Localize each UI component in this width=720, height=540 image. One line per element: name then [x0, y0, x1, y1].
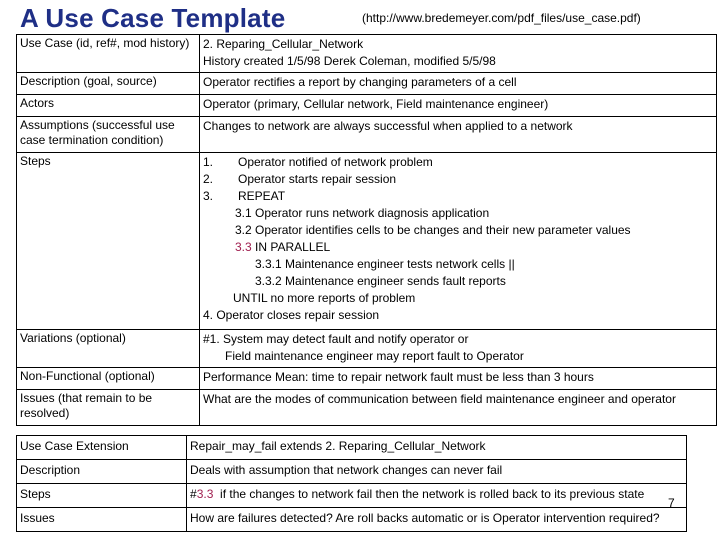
table-row [17, 95, 717, 117]
step-until: UNTIL no more reports of problem [233, 291, 416, 305]
actors-value: Operator (primary, Cellular network, Field maintenance engineer) [200, 95, 717, 117]
extension-steps-value: #3.3 if the changes to network fail then the network is rolled back to its previous state [187, 484, 687, 508]
table-row [17, 390, 717, 426]
steps-label: Steps [17, 153, 200, 330]
extension-issues-value: How are failures detected? Are roll backs automatic or is Operator intervention required? [187, 508, 687, 532]
table-row [17, 460, 687, 484]
table-row [17, 436, 687, 460]
table-row [17, 508, 687, 532]
issues-label: Issues (that remain to be resolved) [17, 390, 200, 426]
table-row [17, 35, 717, 73]
step-3: 3. REPEAT [203, 189, 286, 203]
variation-line-1: #1. System may detect fault and notify operator or [203, 332, 469, 346]
extension-description-label: Description [17, 460, 187, 484]
extension-table [16, 435, 687, 532]
variations-value [200, 330, 717, 368]
page-number: 7 [668, 496, 675, 510]
step-3-1: 3.1 Operator runs network diagnosis application [235, 206, 490, 220]
description-label: Description (goal, source) [17, 73, 200, 95]
table-row [17, 330, 717, 368]
non-functional-label: Non-Functional (optional) [17, 368, 200, 390]
use-case-label: Use Case (id, ref#, mod history) [17, 35, 200, 73]
description-value: Operator rectifies a report by changing parameters of a cell [200, 73, 717, 95]
step-3-3-2: 3.3.2 Maintenance engineer sends fault reports [255, 274, 506, 288]
source-reference: (http://www.bredemeyer.com/pdf_files/use_case.pdf) [362, 11, 641, 25]
page-title: A Use Case Template [20, 3, 286, 33]
table-row [17, 73, 717, 95]
table-row [17, 153, 717, 330]
variations-label: Variations (optional) [17, 330, 200, 368]
extension-steps-label: Steps [17, 484, 187, 508]
use-case-history: History created 1/5/98 Derek Coleman, modified 5/5/98 [203, 54, 496, 68]
extension-value: Repair_may_fail extends 2. Reparing_Cellular_Network [187, 436, 687, 460]
step-3-3-1: 3.3.1 Maintenance engineer tests network cells || [255, 257, 515, 271]
steps-value [200, 153, 717, 330]
table-row [17, 117, 717, 153]
step-1: 1. Operator notified of network problem [203, 155, 433, 169]
non-functional-value: Performance Mean: time to repair network fault must be less than 3 hours [200, 368, 717, 390]
extension-label: Use Case Extension [17, 436, 187, 460]
extension-description-value: Deals with assumption that network changes can never fail [187, 460, 687, 484]
use-case-value [200, 35, 717, 73]
table-row [17, 368, 717, 390]
variation-line-2: Field maintenance engineer may report fault to Operator [225, 349, 524, 363]
use-case-id: 2. Reparing_Cellular_Network [203, 37, 364, 51]
use-case-table [16, 34, 717, 426]
issues-value: What are the modes of communication between field maintenance engineer and operator [200, 390, 717, 426]
step-4: 4. Operator closes repair session [203, 308, 380, 322]
table-row [17, 484, 687, 508]
extension-issues-label: Issues [17, 508, 187, 532]
assumptions-label: Assumptions (successful use case termination condition) [17, 117, 200, 153]
step-2: 2. Operator starts repair session [203, 172, 397, 186]
assumptions-value: Changes to network are always successful when applied to a network [200, 117, 717, 153]
step-3-2: 3.2 Operator identifies cells to be changes and their new parameter values [235, 223, 631, 237]
step-3-3: 3.3 IN PARALLEL [235, 240, 331, 254]
actors-label: Actors [17, 95, 200, 117]
